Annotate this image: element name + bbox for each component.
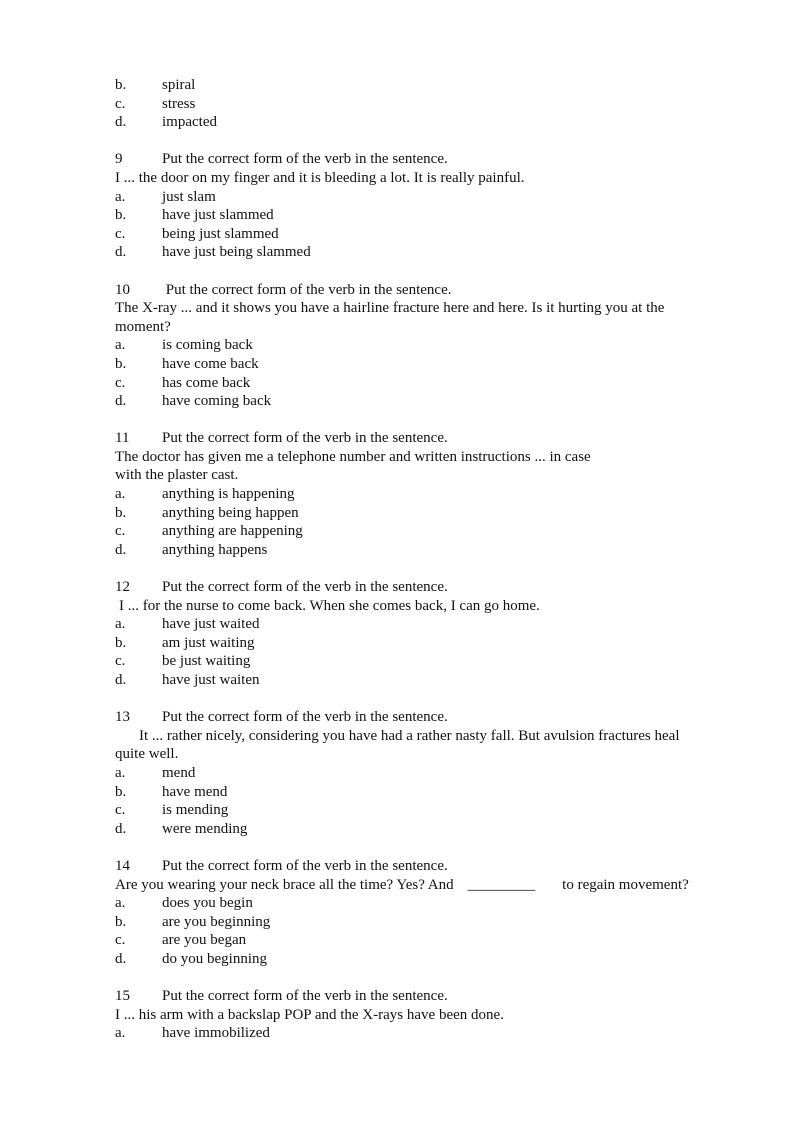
- option-label: c.: [115, 374, 126, 391]
- option: [115, 374, 740, 393]
- question-sentence: The doctor has given me a telephone number and written instructions ... in case: [115, 448, 591, 465]
- option: [115, 615, 740, 634]
- option-text: have coming back: [162, 393, 272, 410]
- option: [115, 485, 740, 504]
- question-12: [115, 578, 740, 690]
- option: [115, 801, 740, 820]
- question-sentence: It ... rather nicely, considering you have had a rather nasty fall. But avulsion fractures heal: [139, 727, 680, 744]
- sentence-part-after: to regain movement?: [562, 876, 689, 893]
- option-text: anything being happen: [162, 504, 299, 521]
- option-label: d.: [115, 820, 127, 837]
- option: [115, 671, 740, 690]
- option-text: anything happens: [162, 541, 268, 558]
- question-sentence: The X-ray ... and it shows you have a hairline fracture here and here. Is it hurting you at the: [115, 300, 665, 317]
- question-instruction: Put the correct form of the verb in the sentence.: [162, 430, 448, 447]
- option-text: is coming back: [162, 337, 253, 354]
- option: [115, 894, 740, 913]
- option: [115, 913, 740, 932]
- question-15: [115, 987, 740, 1043]
- option-text: just slam: [162, 188, 216, 205]
- option: [115, 336, 740, 355]
- option-text: stress: [162, 95, 196, 112]
- option-text: be just waiting: [162, 653, 251, 670]
- question-instruction: Put the correct form of the verb in the sentence.: [162, 988, 448, 1005]
- option-text: impacted: [162, 114, 217, 131]
- question-sentence: I ... the door on my finger and it is bleeding a lot. It is really painful.: [115, 169, 525, 186]
- question-number: 13: [115, 709, 130, 726]
- option-label: a.: [115, 616, 126, 633]
- option: [115, 206, 740, 225]
- option: [115, 1024, 740, 1043]
- question-10: [115, 281, 740, 411]
- question-8-options: [115, 76, 740, 132]
- option-label: a.: [115, 337, 126, 354]
- option-text: is mending: [162, 802, 229, 819]
- question-instruction: Put the correct form of the verb in the sentence.: [162, 281, 452, 298]
- option-text: does you begin: [162, 895, 253, 912]
- question-number: 10: [115, 281, 130, 298]
- option-text: have come back: [162, 355, 259, 372]
- option: [115, 764, 740, 783]
- option: [115, 783, 740, 802]
- option: [115, 522, 740, 541]
- option: [115, 95, 740, 114]
- question-instruction: Put the correct form of the verb in the sentence.: [162, 709, 448, 726]
- option-text: anything are happening: [162, 523, 303, 540]
- option-text: have just being slammed: [162, 244, 311, 261]
- question-11: [115, 429, 740, 559]
- option-label: d.: [115, 672, 127, 688]
- option-label: d.: [115, 950, 127, 967]
- option-text: have immobilized: [162, 1025, 270, 1042]
- option-label: a.: [115, 764, 126, 781]
- option: [115, 355, 740, 374]
- option: [115, 634, 740, 653]
- option-label: b.: [115, 634, 127, 651]
- question-number: 12: [115, 579, 130, 596]
- option-label: c.: [115, 932, 126, 949]
- question-heading: [115, 281, 740, 300]
- question-number: 14: [115, 857, 130, 874]
- question-sentence: I ... for the nurse to come back. When she comes back, I can go home.: [119, 597, 540, 614]
- option: [115, 931, 740, 950]
- option-label: b.: [115, 504, 127, 521]
- option: [115, 113, 740, 132]
- option-text: spiral: [162, 77, 196, 93]
- question-instruction: Put the correct form of the verb in the sentence.: [162, 857, 448, 874]
- question-heading: [115, 987, 740, 1006]
- question-14: [115, 857, 740, 969]
- option: [115, 541, 740, 560]
- option-text: were mending: [162, 820, 248, 837]
- option-label: b.: [115, 355, 127, 372]
- option: [115, 950, 740, 969]
- option-label: b.: [115, 783, 127, 800]
- question-instruction: Put the correct form of the verb in the sentence.: [162, 151, 448, 168]
- option: [115, 188, 740, 207]
- option-text: mend: [162, 764, 196, 781]
- option: [115, 392, 740, 411]
- question-9: [115, 150, 740, 262]
- question-heading: [115, 578, 740, 597]
- option: [115, 243, 740, 262]
- option-label: d.: [115, 114, 127, 131]
- option-label: b.: [115, 77, 127, 93]
- document-body: [115, 76, 740, 1043]
- option: [115, 76, 740, 95]
- question-heading: [115, 857, 740, 876]
- question-13: [115, 708, 740, 838]
- option: [115, 820, 740, 839]
- option-label: c.: [115, 653, 126, 670]
- option-label: a.: [115, 1025, 126, 1042]
- option-label: c.: [115, 95, 126, 112]
- option-label: b.: [115, 913, 127, 930]
- option-label: a.: [115, 188, 126, 205]
- question-heading: [115, 708, 740, 727]
- question-number: 15: [115, 988, 130, 1005]
- option-text: being just slammed: [162, 225, 279, 242]
- option: [115, 225, 740, 244]
- option-text: am just waiting: [162, 634, 255, 651]
- option-text: are you began: [162, 932, 247, 949]
- question-sentence-continued: quite well.: [115, 746, 179, 763]
- option-label: c.: [115, 802, 126, 819]
- option-text: has come back: [162, 374, 251, 391]
- question-heading: [115, 150, 740, 169]
- option-label: b.: [115, 207, 127, 224]
- option-text: do you beginning: [162, 950, 267, 967]
- option-label: a.: [115, 486, 126, 503]
- question-instruction: Put the correct form of the verb in the sentence.: [162, 579, 448, 596]
- option: [115, 652, 740, 671]
- question-sentence-continued: moment?: [115, 318, 171, 335]
- option-label: c.: [115, 523, 126, 540]
- question-heading: [115, 429, 740, 448]
- option-text: have just waiten: [162, 672, 260, 688]
- option-label: c.: [115, 225, 126, 242]
- question-sentence: [115, 876, 740, 895]
- option-text: have just slammed: [162, 207, 274, 224]
- answer-blank: _________: [467, 876, 536, 893]
- option-text: have just waited: [162, 616, 260, 633]
- option-label: d.: [115, 244, 127, 261]
- option-text: are you beginning: [162, 913, 271, 930]
- question-sentence-continued: with the plaster cast.: [115, 467, 239, 484]
- option: [115, 504, 740, 523]
- option-label: a.: [115, 895, 126, 912]
- question-number: 11: [115, 430, 130, 447]
- question-sentence: I ... his arm with a backslap POP and the X-rays have been done.: [115, 1006, 504, 1023]
- option-label: d.: [115, 541, 127, 558]
- question-number: 9: [115, 151, 123, 168]
- option-text: have mend: [162, 783, 228, 800]
- sentence-part-before: Are you wearing your neck brace all the time? Yes? And: [115, 876, 454, 893]
- option-text: anything is happening: [162, 486, 295, 503]
- option-label: d.: [115, 393, 127, 410]
